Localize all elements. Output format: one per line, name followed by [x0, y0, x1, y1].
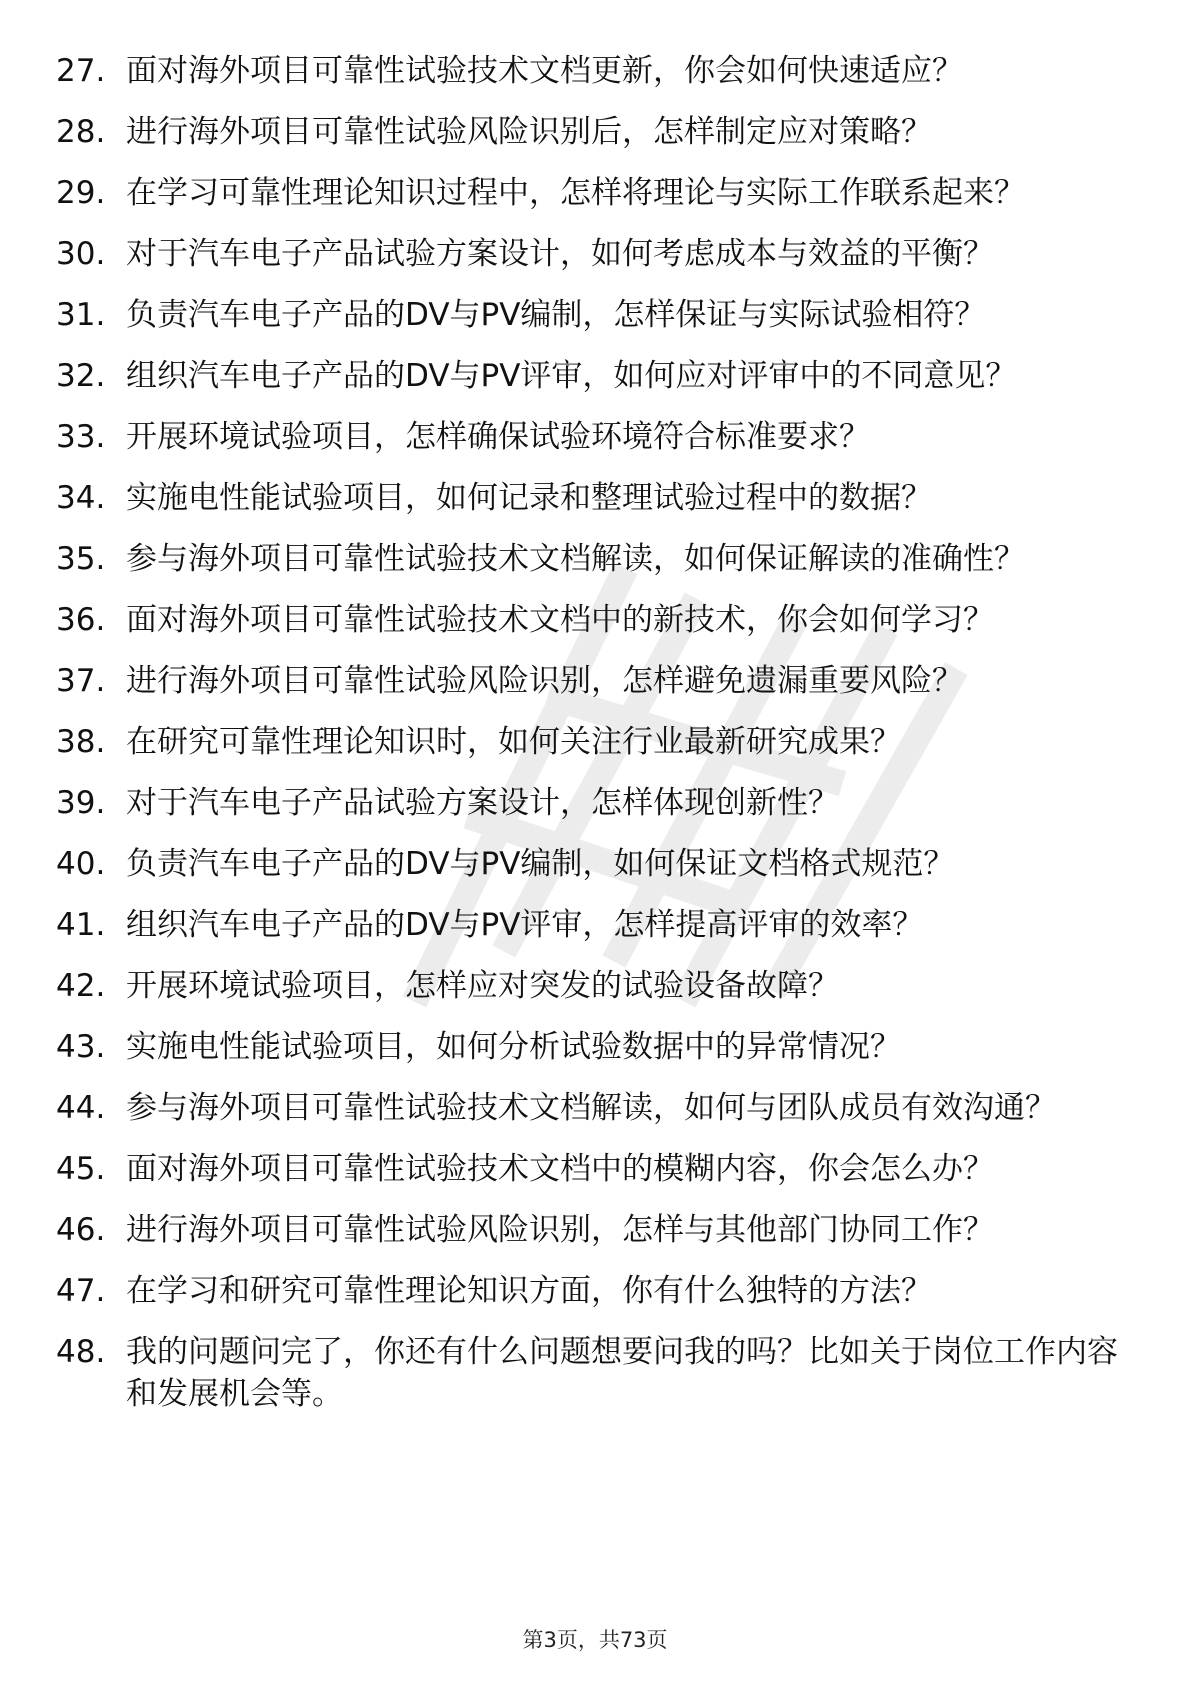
list-item — [0, 1148, 1190, 1190]
question-text: 在研究可靠性理论知识时，如何关注行业最新研究成果？ — [126, 724, 901, 760]
page-footer: 第3页，共73页 — [522, 1628, 668, 1652]
question-number: 47. — [56, 1273, 106, 1309]
list-item — [0, 294, 1190, 336]
question-text: 对于汽车电子产品试验方案设计，如何考虑成本与效益的平衡？ — [126, 236, 994, 272]
question-number: 41. — [56, 907, 106, 943]
question-number: 43. — [56, 1029, 106, 1065]
list-item — [0, 1270, 1190, 1312]
list-item — [0, 1331, 1190, 1415]
question-text: 在学习和研究可靠性理论知识方面，你有什么独特的方法？ — [126, 1273, 932, 1309]
question-number: 33. — [56, 419, 106, 455]
list-item — [0, 477, 1190, 519]
question-text: 进行海外项目可靠性试验风险识别，怎样与其他部门协同工作？ — [126, 1212, 994, 1248]
list-item — [0, 660, 1190, 702]
question-text: 面对海外项目可靠性试验技术文档中的模糊内容，你会怎么办？ — [126, 1151, 994, 1187]
question-text: 负责汽车电子产品的DV与PV编制，如何保证文档格式规范？ — [126, 846, 955, 882]
question-number: 30. — [56, 236, 106, 272]
question-text: 实施电性能试验项目，如何记录和整理试验过程中的数据？ — [126, 480, 932, 516]
question-number: 46. — [56, 1212, 106, 1248]
question-number: 44. — [56, 1090, 106, 1126]
question-number: 38. — [56, 724, 106, 760]
list-item — [0, 965, 1190, 1007]
list-item — [0, 599, 1190, 641]
question-number: 42. — [56, 968, 106, 1004]
list-item — [0, 721, 1190, 763]
question-number: 35. — [56, 541, 106, 577]
list-item — [0, 355, 1190, 397]
list-item — [0, 782, 1190, 824]
question-number: 39. — [56, 785, 106, 821]
question-number: 40. — [56, 846, 106, 882]
question-text: 组织汽车电子产品的DV与PV评审，怎样提高评审的效率？ — [126, 907, 924, 943]
question-text: 在学习可靠性理论知识过程中，怎样将理论与实际工作联系起来？ — [126, 175, 1025, 211]
question-number: 34. — [56, 480, 106, 516]
question-text: 负责汽车电子产品的DV与PV编制，怎样保证与实际试验相符？ — [126, 297, 986, 333]
list-item — [0, 843, 1190, 885]
list-item — [0, 1209, 1190, 1251]
list-item — [0, 538, 1190, 580]
question-text: 开展环境试验项目，怎样应对突发的试验设备故障？ — [126, 968, 839, 1004]
question-text: 面对海外项目可靠性试验技术文档中的新技术，你会如何学习？ — [126, 602, 994, 638]
question-number: 28. — [56, 114, 106, 150]
list-item — [0, 50, 1190, 92]
question-text: 面对海外项目可靠性试验技术文档更新，你会如何快速适应？ — [126, 53, 963, 89]
list-item — [0, 172, 1190, 214]
question-number: 32. — [56, 358, 106, 394]
question-number: 45. — [56, 1151, 106, 1187]
list-item — [0, 233, 1190, 275]
question-number: 29. — [56, 175, 106, 211]
question-number: 48. — [56, 1334, 106, 1370]
question-text: 我的问题问完了，你还有什么问题想要问我的吗？比如关于岗位工作内容和发展机会等。 — [126, 1334, 1118, 1412]
question-text: 组织汽车电子产品的DV与PV评审，如何应对评审中的不同意见？ — [126, 358, 1017, 394]
question-text: 参与海外项目可靠性试验技术文档解读，如何保证解读的准确性？ — [126, 541, 1025, 577]
list-item — [0, 416, 1190, 458]
question-text: 进行海外项目可靠性试验风险识别后，怎样制定应对策略？ — [126, 114, 932, 150]
question-number: 31. — [56, 297, 106, 333]
question-text: 开展环境试验项目，怎样确保试验环境符合标准要求？ — [126, 419, 870, 455]
list-item — [0, 1087, 1190, 1129]
question-list — [0, 50, 1190, 1434]
question-text: 参与海外项目可靠性试验技术文档解读，如何与团队成员有效沟通？ — [126, 1090, 1056, 1126]
question-text: 对于汽车电子产品试验方案设计，怎样体现创新性？ — [126, 785, 839, 821]
question-text: 实施电性能试验项目，如何分析试验数据中的异常情况？ — [126, 1029, 901, 1065]
question-number: 36. — [56, 602, 106, 638]
question-text: 进行海外项目可靠性试验风险识别，怎样避免遗漏重要风险？ — [126, 663, 963, 699]
list-item — [0, 111, 1190, 153]
list-item — [0, 1026, 1190, 1068]
question-number: 27. — [56, 53, 106, 89]
question-number: 37. — [56, 663, 106, 699]
list-item — [0, 904, 1190, 946]
